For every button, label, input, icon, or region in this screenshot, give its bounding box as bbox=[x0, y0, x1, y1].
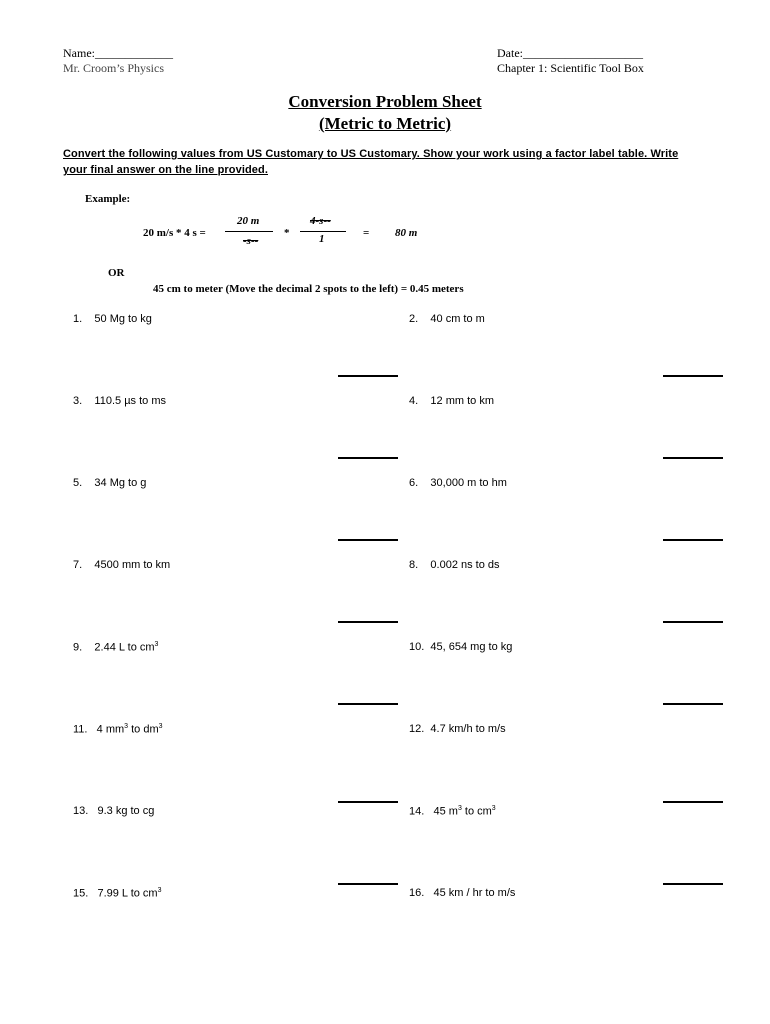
problem-3: 3. 110.5 µs to ms bbox=[73, 395, 166, 407]
problem-16: 16. 45 km / hr to m/s bbox=[409, 887, 516, 899]
example-fraction-1-denominator: -s-- bbox=[243, 235, 259, 247]
answer-line-1[interactable] bbox=[338, 375, 398, 377]
problem-15: 15. 7.99 L to $cm^3$ bbox=[73, 887, 162, 900]
problem-14: 14. 45 $m^3$ to $cm^3$ bbox=[409, 805, 496, 818]
example-result: 80 m bbox=[395, 227, 418, 239]
problem-4: 4. 12 mm to km bbox=[409, 395, 494, 407]
answer-line-10[interactable] bbox=[663, 703, 723, 705]
problem-8: 8. 0.002 ns to ds bbox=[409, 559, 500, 571]
problem-6: 6. 30,000 m to hm bbox=[409, 477, 507, 489]
answer-line-6[interactable] bbox=[663, 539, 723, 541]
problem-13: 13. 9.3 kg to cg bbox=[73, 805, 155, 817]
example-times: * bbox=[284, 227, 290, 239]
teacher-label: Mr. Croom’s Physics bbox=[63, 61, 165, 75]
problem-10: 10. 45, 654 mg to kg bbox=[409, 641, 513, 653]
problem-9: 9. 2.44 L to $cm^3$ bbox=[73, 641, 159, 654]
problem-12: 12. 4.7 km/h to m/s bbox=[409, 723, 506, 735]
answer-line-9[interactable] bbox=[338, 703, 398, 705]
name-field-label: Name:_____________ bbox=[63, 46, 173, 60]
answer-line-7[interactable] bbox=[338, 621, 398, 623]
example-fraction-2-denominator: 1 bbox=[319, 233, 325, 245]
instructions-line-2: your final answer on the line provided. bbox=[63, 164, 268, 176]
date-field-label: Date:____________________ bbox=[497, 46, 643, 60]
example-fraction-2-bar bbox=[300, 231, 346, 232]
answer-line-4[interactable] bbox=[663, 457, 723, 459]
example-fraction-1-numerator: 20 m bbox=[237, 215, 260, 227]
answer-line-14[interactable] bbox=[663, 883, 723, 885]
answer-line-11[interactable] bbox=[338, 801, 398, 803]
answer-line-5[interactable] bbox=[338, 539, 398, 541]
example-lhs: 20 m/s * 4 s = bbox=[143, 227, 206, 239]
problem-2: 2. 40 cm to m bbox=[409, 313, 485, 325]
problem-1: 1. 50 Mg to kg bbox=[73, 313, 152, 325]
answer-line-3[interactable] bbox=[338, 457, 398, 459]
example-or: OR bbox=[108, 267, 125, 279]
chapter-label: Chapter 1: Scientific Tool Box bbox=[497, 61, 644, 75]
instructions-line-1: Convert the following values from US Customary to US Customary. Show your work using a factor label table. Write bbox=[63, 148, 679, 160]
example-alternative: 45 cm to meter (Move the decimal 2 spots to the left) = 0.45 meters bbox=[153, 283, 464, 295]
answer-line-8[interactable] bbox=[663, 621, 723, 623]
answer-line-12[interactable] bbox=[663, 801, 723, 803]
answer-line-13[interactable] bbox=[338, 883, 398, 885]
problem-7: 7. 4500 mm to km bbox=[73, 559, 171, 571]
problem-5: 5. 34 Mg to g bbox=[73, 477, 147, 489]
problem-11: 11. 4 $mm^3$ to $dm^3$ bbox=[73, 723, 163, 736]
example-fraction-1-bar bbox=[225, 231, 273, 232]
example-equals: = bbox=[363, 227, 370, 239]
answer-line-2[interactable] bbox=[663, 375, 723, 377]
page-subtitle: (Metric to Metric) bbox=[318, 114, 452, 133]
example-label: Example: bbox=[85, 193, 131, 205]
page-title: Conversion Problem Sheet bbox=[288, 92, 482, 111]
example-fraction-2-numerator: 4-s-- bbox=[310, 215, 331, 227]
